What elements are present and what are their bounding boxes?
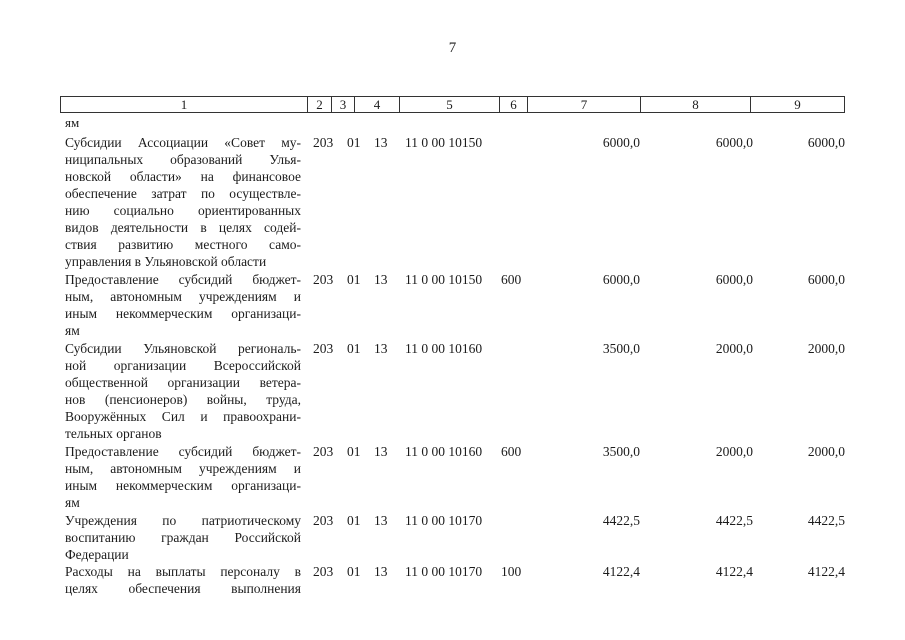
row-col-9: 6000,0: [807, 135, 845, 150]
row-name: [65, 340, 301, 442]
row-col-8: 6000,0: [715, 135, 753, 150]
row-col-8: 4422,5: [715, 513, 753, 528]
row-col-7: 6000,0: [602, 135, 640, 150]
row-col-8: 4122,4: [715, 564, 753, 579]
row-col-2: 203: [313, 135, 334, 150]
row-col-3: 01: [347, 272, 361, 287]
row-name: [65, 134, 301, 270]
row-name-line: Предоставление субсидий бюджет-: [65, 444, 301, 459]
row-col-7: 3500,0: [602, 444, 640, 459]
row-col-9: 4122,4: [807, 564, 845, 579]
row-name-line: ным, автономным учреждениям и: [65, 461, 301, 476]
row-col-4: 13: [374, 341, 388, 356]
row-col-8: 2000,0: [715, 341, 753, 356]
row-col-3: 01: [347, 513, 361, 528]
row-col-2: 203: [313, 272, 334, 287]
header-col-4: 4: [354, 96, 400, 113]
row-col-9: 6000,0: [807, 272, 845, 287]
carry-over-text: ям: [65, 115, 80, 130]
row-col-7: 4122,4: [602, 564, 640, 579]
row-name-line: ям: [65, 323, 80, 338]
row-name: [65, 563, 301, 597]
header-col-2: 2: [307, 96, 332, 113]
row-col-4: 13: [374, 564, 388, 579]
row-name-line: целях обеспечения выполнения: [65, 581, 301, 596]
row-col-5: 11 0 00 10150: [405, 272, 483, 287]
page-number: 7: [448, 40, 457, 56]
row-name-line: Расходы на выплаты персоналу в: [65, 564, 301, 579]
row-name-line: видов деятельности в целях содей-: [65, 220, 301, 235]
row-col-3: 01: [347, 135, 361, 150]
row-col-7: 3500,0: [602, 341, 640, 356]
row-col-9: 4422,5: [807, 513, 845, 528]
row-name-line: Предоставление субсидий бюджет-: [65, 272, 301, 287]
row-name-line: тельных органов: [65, 426, 162, 441]
row-name-line: Субсидии Ассоциации «Совет му-: [65, 135, 301, 150]
row-col-4: 13: [374, 135, 388, 150]
row-col-5: 11 0 00 10170: [405, 564, 483, 579]
header-col-7: 7: [527, 96, 641, 113]
row-name-line: ниципальных образований Улья-: [65, 152, 301, 167]
row-name-line: ям: [65, 495, 80, 510]
row-name-line: Субсидии Ульяновской региональ-: [65, 341, 301, 356]
table-header: [60, 96, 845, 114]
row-name-line: Федерации: [65, 547, 129, 562]
header-col-1: 1: [60, 96, 308, 113]
row-name: [65, 443, 301, 511]
header-col-5: 5: [399, 96, 500, 113]
row-name-line: ной организации Всероссийской: [65, 358, 301, 373]
row-col-5: 11 0 00 10170: [405, 513, 483, 528]
row-name-line: управления в Ульяновской области: [65, 254, 267, 269]
row-col-6: 600: [501, 272, 522, 287]
row-name-line: ным, автономным учреждениям и: [65, 289, 301, 304]
row-name-line: нов (пенсионеров) войны, труда,: [65, 392, 301, 407]
row-col-9: 2000,0: [807, 341, 845, 356]
row-col-3: 01: [347, 564, 361, 579]
header-col-9: 9: [750, 96, 845, 113]
row-name: [65, 271, 301, 339]
row-col-4: 13: [374, 513, 388, 528]
row-col-4: 13: [374, 272, 388, 287]
header-col-6: 6: [499, 96, 528, 113]
header-col-8: 8: [640, 96, 751, 113]
row-col-5: 11 0 00 10160: [405, 341, 483, 356]
row-col-7: 4422,5: [602, 513, 640, 528]
row-col-2: 203: [313, 341, 334, 356]
row-name-line: иным некоммерческим организаци-: [65, 478, 301, 493]
row-name-line: иным некоммерческим организаци-: [65, 306, 301, 321]
row-name-line: новской области» на финансовое: [65, 169, 301, 184]
row-name-line: нию социально ориентированных: [65, 203, 301, 218]
row-name-line: ствия развитию местного само-: [65, 237, 301, 252]
row-col-4: 13: [374, 444, 388, 459]
row-name-line: общественной организации ветера-: [65, 375, 301, 390]
row-name: [65, 512, 301, 563]
row-col-6: 100: [501, 564, 522, 579]
row-col-7: 6000,0: [602, 272, 640, 287]
header-col-3: 3: [331, 96, 355, 113]
row-col-6: 600: [501, 444, 522, 459]
row-name-line: Учреждения по патриотическому: [65, 513, 301, 528]
row-name-line: Вооружённых Сил и правоохрани-: [65, 409, 301, 424]
row-col-5: 11 0 00 10150: [405, 135, 483, 150]
row-name-line: воспитанию граждан Российской: [65, 530, 301, 545]
row-col-3: 01: [347, 341, 361, 356]
row-col-3: 01: [347, 444, 361, 459]
row-col-2: 203: [313, 444, 334, 459]
row-name-line: обеспечение затрат по осуществле-: [65, 186, 301, 201]
row-col-5: 11 0 00 10160: [405, 444, 483, 459]
row-col-2: 203: [313, 513, 334, 528]
row-col-8: 2000,0: [715, 444, 753, 459]
row-col-9: 2000,0: [807, 444, 845, 459]
row-col-2: 203: [313, 564, 334, 579]
row-col-8: 6000,0: [715, 272, 753, 287]
